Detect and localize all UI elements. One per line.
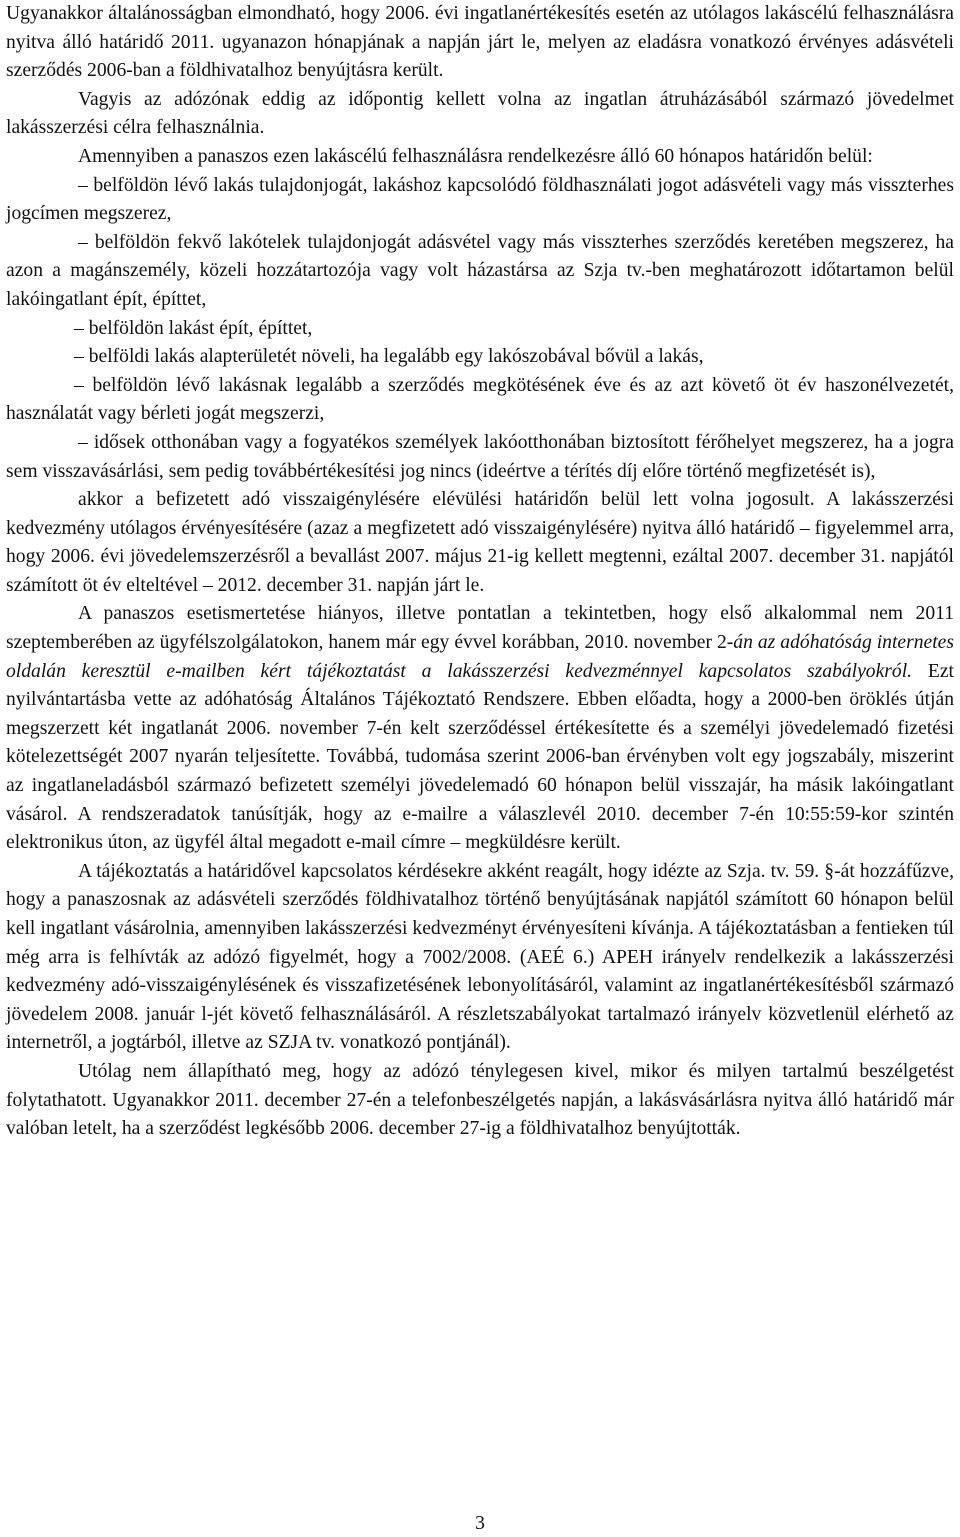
list-item: ‒ belföldön lévő lakásnak legalább a szerződés megkötésének éve és az azt követő öt év haszonélvezetét, használatát vagy bérleti jogát megszerzi, <box>6 374 954 425</box>
list-item: ‒ belföldön lakást épít, építtet, <box>74 317 313 339</box>
paragraph-italic-text: án az adóhatóság internetes oldalán keresztül e-mailben kért tájékoztatást a lakásszerzési kedvezménnyel kapcsolatos szabályokról. <box>6 632 955 682</box>
list-item: ‒ belföldön fekvő lakótelek tulajdonjogát adásvétel vagy más visszterhes szerződés keretében megszerez, ha azon a magánszemély, közeli hozzátartozója vagy volt házastársa az Szja tv.-ben meghatározott időtartamon belül lakóingatlant épít, építtet, <box>6 231 954 310</box>
paragraph: Utólag nem állapítható meg, hogy az adózó ténylegesen kivel, mikor és milyen tartalmú beszélgetést folytathatott. Ugyanakkor 2011. december 27-én a telefonbeszélgetés napján, a lakásvásárlásra nyitva álló határidő már valóban letelt, ha a szerződést legkésőbb 2006. december 27-ig a földhivatalhoz benyújtották. <box>6 1060 954 1140</box>
paragraph: akkor a befizetett adó visszaigénylésére elévülési határidőn belül lett volna jogosult. A lakásszerzési kedvezmény utólagos érvényesítésére (azaz a megfizetett adó visszaigénylésére) nyitva álló határidő ‒ figyelemmel arra, hogy 2006. évi jövedelemszerzésről a bevallást 2007. május 21-ig kellett megtenni, ezáltal 2007. december 31. napjától számított öt év elteltével ‒ 2012. december 31. napján járt le. <box>6 489 954 596</box>
paragraph: Vagyis az adózónak eddig az időpontig kellett volna az ingatlan átruházásából származó jövedelmet lakásszerzési célra felhasználnia. <box>6 88 954 139</box>
list-item: ‒ idősek otthonában vagy a fogyatékos személyek lakóotthonában biztosított férőhelyet megszerez, ha a jogra sem visszavásárlási, sem pedig továbbértékesítési jog nincs (ideértve a térítés díj előre történő megfizetését is), <box>6 431 954 482</box>
paragraph-text: A panaszos esetismertetése hiányos, illetve pontatlan a tekintetben, hogy első alkalommal nem 2011 szeptemberében az ügyfélszolgálatokon, hanem már egy évvel korábban, 2010. november 2- <box>6 603 954 654</box>
page-number: 3 <box>475 1513 485 1534</box>
paragraph-text: Ezt nyilvántartásba vette az adóhatóság Általános Tájékoztató Rendszere. Ebben előadta, hogy a 2000-ben öröklés útján megszerzett két ingatlanát 2006. november 7-én kelt szerződéssel értékesítette és a személyi jövedelemadó fizetési kötelezettségét 2007 nyarán teljesítette. Továbbá, tudomása szerint 2006-ban érvényben volt egy jogszabály, miszerint az ingatlaneladásból származó befizetett személyi jövedelemadó 60 hónapon belül visszajár, ha másik lakóingatlant vásárol. A rendszeradatok tanúsítják, hogy az e-mailre a válaszlevél 2010. december 7-én 10:55:59-kor szintén elektronikus úton, az ügyfél által megadott e-mail címre ‒ megküldésre került. <box>6 660 954 854</box>
paragraph <box>6 600 954 857</box>
paragraph: A tájékoztatás a határidővel kapcsolatos kérdésekre akként reagált, hogy idézte az Szja. tv. 59. §-át hozzáfűzve, hogy a panaszosnak az adásvételi szerződés földhivatalhoz történő benyújtásának napjától számított 60 hónapon belül kell ingatlant vásárolnia, amennyiben lakásszerzési kedvezményt érvényesíteni kívánja. A tájékoztatásban a fentieken túl még arra is felhívták az adózó figyelmét, hogy a 7002/2008. (AEÉ 6.) APEH irányelv rendelkezik a lakásszerzési kedvezmény adó-visszaigénylésének és visszafizetésének lebonyolításáról, valamint az ingatlanértékesítésből származó jövedelem 2008. január l-jét követő felhasználásáról. A részletszabályokat tartalmazó irányelv közvetlenül elérhető az internetről, a jogtárból, illetve az SZJA tv. vonatkozó pontjánál). <box>6 860 954 1054</box>
list-item: ‒ belföldön lévő lakás tulajdonjogát, lakáshoz kapcsolódó földhasználati jogot adásvételi vagy más visszterhes jogcímen megszerez, <box>6 174 954 225</box>
paragraph: Ugyanakkor általánosságban elmondható, hogy 2006. évi ingatlanértékesítés esetén az utólagos lakáscélú felhasználásra nyitva álló határidő 2011. ugyanazon hónapjának a napján járt le, melyen az eladásra vonatkozó érvényes adásvételi szerződés 2006-ban a földhivatalhoz benyújtásra került. <box>6 3 954 82</box>
list-item: ‒ belföldi lakás alapterületét növeli, ha legalább egy lakószobával bővül a lakás, <box>74 346 704 368</box>
paragraph: Amennyiben a panaszos ezen lakáscélú felhasználásra rendelkezésre álló 60 hónapos határidőn belül: <box>78 145 873 167</box>
document-body <box>6 0 954 1144</box>
